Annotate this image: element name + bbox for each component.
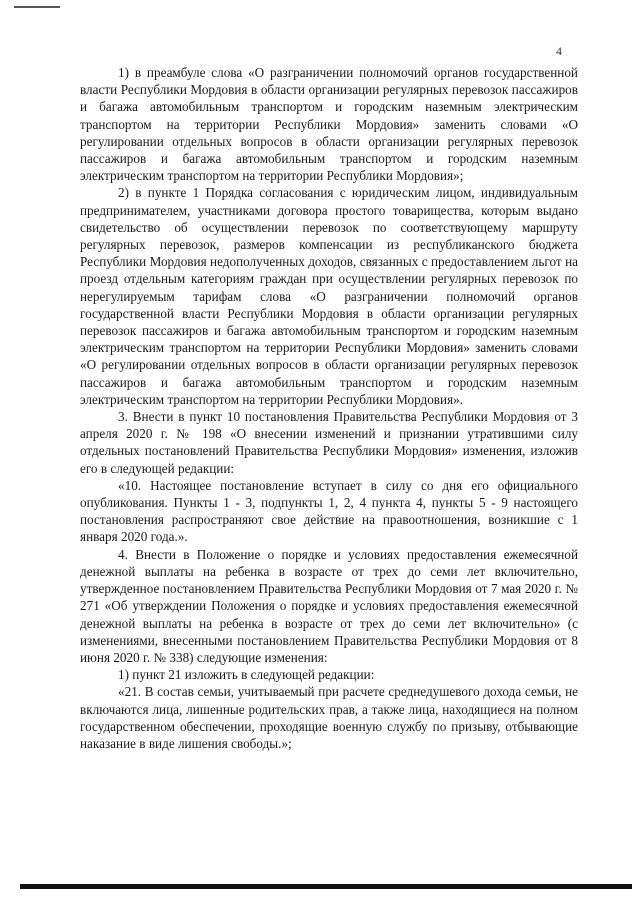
scan-mark (14, 6, 60, 8)
paragraph-item-3: 3. Внести в пункт 10 постановления Правительства Республики Мордовия от 3 апреля 2020 г. № 198 «О внесении изменений и признании утратившими силу отдельных постановлений Правительства Республики Мордовия» изменения, изложив его в следующей редакции: (80, 409, 578, 476)
paragraph-subitem-1: 1) пункт 21 изложить в следующей редакции: (118, 667, 375, 683)
paragraph-point-1-amendment: 2) в пункте 1 Порядка согласования с юридическим лицом, индивидуальным предпринимателем, участниками договора простого товарищества, которым выдано свидетельство об осуществлении перевозок по соответствующему маршруту регулярных перевозок, размеров компенсации из республиканского бюджета Республики Мордовия недополученных доходов, связанных с предоставлением льгот на проезд отдельным категориям граждан при осуществлении регулярных перевозок по нерегулируемым тарифам слова «О разграничении полномочий органов государственной власти Республики Мордовия в области организации регулярных перевозок пассажиров и багажа автомобильным транспортом и городским наземным электрическим транспортом на территории Республики Мордовия» заменить словами «О регулировании отдельных вопросов в области организации регулярных перевозок пассажиров и багажа автомобильным транспортом и городским наземным электрическим транспортом на территории Республики Мордовия». (80, 185, 578, 407)
document-body (80, 64, 578, 752)
paragraph-quoted-point-10: «10. Настоящее постановление вступает в силу со дня его официального опубликования. Пункты 1 - 3, подпункты 1, 2, 4 пункта 4, пункты 5 - 9 настоящего постановления распространяют свое действие на правоотношения, возникшие с 1 января 2020 года.». (80, 477, 578, 545)
page-number: 4 (556, 44, 562, 58)
paragraph-quoted-point-21: «21. В состав семьи, учитываемый при расчете среднедушевого дохода семьи, не включаются лица, лишенные родительских прав, а также лица, находящиеся на полном государственном обеспечении, проходящие военную службу по призыву, отбывающие наказание в виде лишения свободы.»; (80, 684, 578, 751)
bottom-scan-edge (20, 884, 632, 889)
paragraph-item-4: 4. Внести в Положение о порядке и условиях предоставления ежемесячной денежной выплаты на ребенка в возрасте от трех до семи лет включительно, утвержденное постановлением Правительства Республики Мордовия от 7 мая 2020 г. № 271 «Об утверждении Положения о порядке и условиях предоставления ежемесячной денежной выплаты на ребенка в возрасте от трех до семи лет включительно» (с изменениями, внесенными постановлением Правительства Республики Мордовия от 8 июня 2020 г. № 338) следующие изменения: (80, 546, 578, 665)
paragraph-preamble-amendment: 1) в преамбуле слова «О разграничении полномочий органов государственной власти Республики Мордовия в области организации регулярных перевозок пассажиров и багажа автомобильным транспортом и городским наземным электрическим транспортом на территории Республики Мордовия» заменить словами «О регулировании отдельных вопросов в области организации регулярных перевозок пассажиров и багажа автомобильным транспортом и городским наземным электрическим транспортом на территории Республики Мордовия»; (80, 65, 578, 184)
